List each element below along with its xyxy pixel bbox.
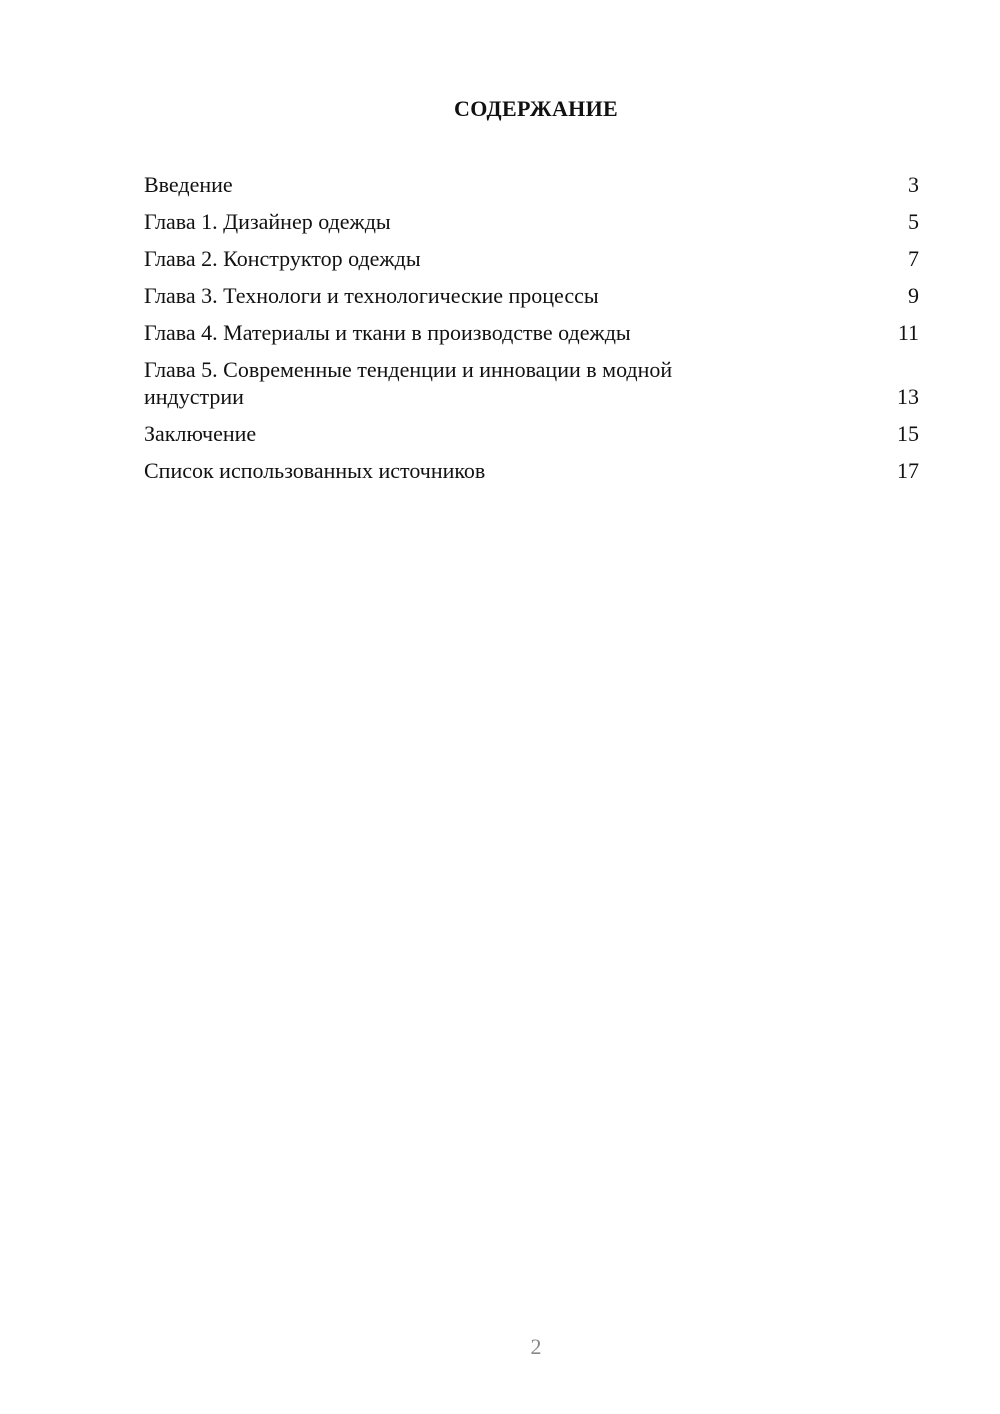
toc-item-chapter-5[interactable] xyxy=(144,356,919,410)
toc-item-label: Глава 1. Дизайнер одежды xyxy=(144,209,391,234)
toc-item-label: Список использованных источников xyxy=(144,458,486,483)
toc-item-page: 9 xyxy=(908,283,919,308)
toc-item-chapter-2[interactable] xyxy=(144,245,919,272)
page-title: СОДЕРЖАНИЕ xyxy=(454,96,618,121)
toc-item-references[interactable] xyxy=(144,457,919,484)
table-of-contents xyxy=(144,171,919,494)
toc-item-introduction[interactable] xyxy=(144,171,919,198)
toc-item-page: 3 xyxy=(908,172,919,197)
toc-item-chapter-1[interactable] xyxy=(144,208,919,235)
toc-item-chapter-3[interactable] xyxy=(144,282,919,309)
toc-item-page: 15 xyxy=(897,421,919,446)
toc-item-label: Глава 5. Современные тенденции и инновации в модной индустрии xyxy=(144,357,673,409)
toc-item-label: Глава 4. Материалы и ткани в производстве одежды xyxy=(144,320,631,345)
toc-item-conclusion[interactable] xyxy=(144,420,919,447)
toc-item-label: Заключение xyxy=(144,421,257,446)
toc-item-page: 17 xyxy=(897,458,919,483)
toc-item-page: 7 xyxy=(908,246,919,271)
toc-item-page: 11 xyxy=(897,320,919,345)
toc-item-chapter-4[interactable] xyxy=(144,319,919,346)
toc-item-label: Глава 2. Конструктор одежды xyxy=(144,246,421,271)
toc-item-label: Введение xyxy=(144,172,233,197)
toc-item-page: 13 xyxy=(897,384,919,409)
toc-item-label: Глава 3. Технологи и технологические процессы xyxy=(144,283,599,308)
toc-item-page: 5 xyxy=(908,209,919,234)
page-number: 2 xyxy=(530,1334,542,1359)
